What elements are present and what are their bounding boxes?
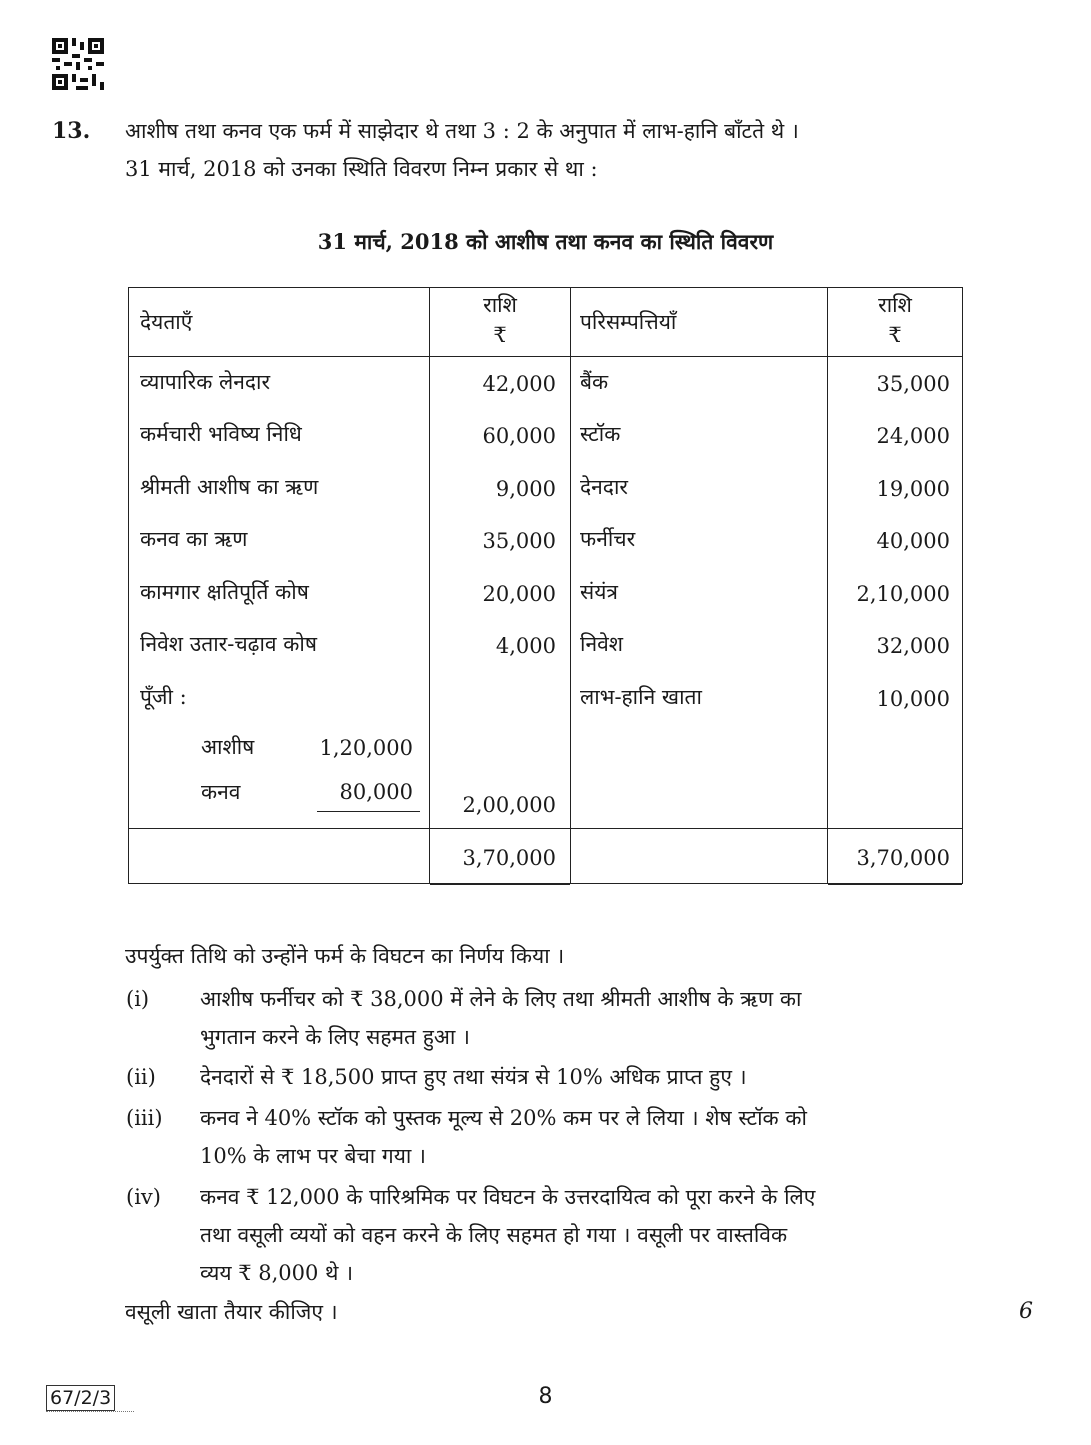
liability-amount: 35,000 bbox=[482, 529, 556, 553]
total-divider bbox=[129, 828, 962, 829]
capital-total: 2,00,000 bbox=[462, 793, 556, 817]
partner-capital: 1,20,000 bbox=[319, 736, 413, 760]
asset-name: देनदार bbox=[580, 475, 628, 499]
header-liabilities: देयताएँ bbox=[140, 310, 193, 334]
column-divider bbox=[429, 288, 430, 883]
asset-name: बैंक bbox=[580, 370, 609, 394]
question-intro bbox=[125, 112, 980, 188]
liability-amount: 9,000 bbox=[495, 477, 556, 501]
capital-subtotal-line bbox=[317, 811, 420, 812]
dissolution-intro: उपर्युक्त तिथि को उन्होंने फर्म के विघटन का निर्णय किया । bbox=[125, 944, 565, 968]
header-assets: परिसम्पत्तियाँ bbox=[580, 310, 677, 334]
total-double-underline bbox=[828, 884, 962, 885]
balance-sheet-title: 31 मार्च, 2018 को आशीष तथा कनव का स्थिति विवरण bbox=[317, 229, 774, 254]
asset-amount: 35,000 bbox=[876, 372, 950, 396]
total-liabilities: 3,70,000 bbox=[462, 846, 556, 870]
item-label: (ii) bbox=[126, 1065, 156, 1089]
asset-name: स्टॉक bbox=[580, 422, 621, 446]
asset-amount: 10,000 bbox=[876, 687, 950, 711]
question-marks: 6 bbox=[1019, 1299, 1033, 1324]
total-double-underline bbox=[430, 884, 570, 885]
asset-amount: 24,000 bbox=[876, 424, 950, 448]
item-label: (iii) bbox=[126, 1106, 163, 1130]
asset-name: लाभ-हानि खाता bbox=[580, 685, 702, 709]
liability-name: कनव का ऋण bbox=[140, 527, 248, 551]
column-divider bbox=[827, 288, 828, 883]
capital-label: पूँजी : bbox=[140, 685, 187, 709]
item-label: (i) bbox=[126, 987, 150, 1011]
instruction: वसूली खाता तैयार कीजिए । bbox=[125, 1300, 338, 1324]
page-number: 8 bbox=[538, 1384, 553, 1409]
header-divider bbox=[129, 356, 962, 357]
liability-name: कामगार क्षतिपूर्ति कोष bbox=[140, 580, 309, 604]
total-assets: 3,70,000 bbox=[856, 846, 950, 870]
item-text: कनव ने 40% स्टॉक को पुस्तक मूल्य से 20% कम पर ले लिया । शेष स्टॉक को 10% के लाभ पर बेचा गया । bbox=[200, 1106, 807, 1168]
liability-name: व्यापारिक लेनदार bbox=[140, 370, 271, 394]
header-amount-liabilities: राशि ₹ bbox=[483, 293, 517, 347]
asset-name: संयंत्र bbox=[580, 580, 618, 604]
balance-sheet-table bbox=[128, 287, 963, 884]
code-strip bbox=[46, 1411, 134, 1416]
asset-name: फर्नीचर bbox=[580, 527, 636, 551]
question-number: 13. bbox=[52, 118, 91, 144]
partner-name: आशीष bbox=[201, 735, 255, 759]
liability-amount: 60,000 bbox=[482, 424, 556, 448]
asset-amount: 2,10,000 bbox=[856, 582, 950, 606]
intro-line-1: आशीष तथा कनव एक फर्म में साझेदार थे तथा 3 : 2 के अनुपात में लाभ-हानि बाँटते थे । bbox=[125, 119, 799, 143]
partner-name: कनव bbox=[201, 780, 241, 804]
asset-amount: 19,000 bbox=[876, 477, 950, 501]
liability-amount: 20,000 bbox=[482, 582, 556, 606]
liability-name: कर्मचारी भविष्य निधि bbox=[140, 422, 302, 446]
liability-amount: 42,000 bbox=[482, 372, 556, 396]
column-divider bbox=[570, 288, 571, 883]
intro-line-2: 31 मार्च, 2018 को उनका स्थिति विवरण निम्न प्रकार से था : bbox=[125, 157, 598, 181]
liability-amount: 4,000 bbox=[495, 634, 556, 658]
header-amount-assets: राशि ₹ bbox=[878, 293, 912, 347]
item-text: देनदारों से ₹ 18,500 प्राप्त हुए तथा संयंत्र से 10% अधिक प्राप्त हुए । bbox=[200, 1065, 747, 1089]
asset-name: निवेश bbox=[580, 632, 624, 656]
partner-capital: 80,000 bbox=[339, 780, 413, 804]
liability-name: निवेश उतार-चढ़ाव कोष bbox=[140, 632, 317, 656]
item-label: (iv) bbox=[126, 1185, 161, 1209]
asset-amount: 40,000 bbox=[876, 529, 950, 553]
qr-code-icon bbox=[52, 38, 104, 90]
item-text: कनव ₹ 12,000 के पारिश्रमिक पर विघटन के उत्तरदायित्व को पूरा करने के लिए तथा वसूली व्ययों को वहन करने के लिए सहमत हो गया । वसूली पर वास्तविक व्यय ₹ 8,000 थे । bbox=[200, 1185, 816, 1285]
item-text: आशीष फर्नीचर को ₹ 38,000 में लेने के लिए तथा श्रीमती आशीष के ऋण का भुगतान करने के लिए सहमत हुआ । bbox=[200, 987, 802, 1049]
liability-name: श्रीमती आशीष का ऋण bbox=[140, 475, 319, 499]
asset-amount: 32,000 bbox=[876, 634, 950, 658]
paper-code: 67/2/3 bbox=[46, 1385, 115, 1411]
